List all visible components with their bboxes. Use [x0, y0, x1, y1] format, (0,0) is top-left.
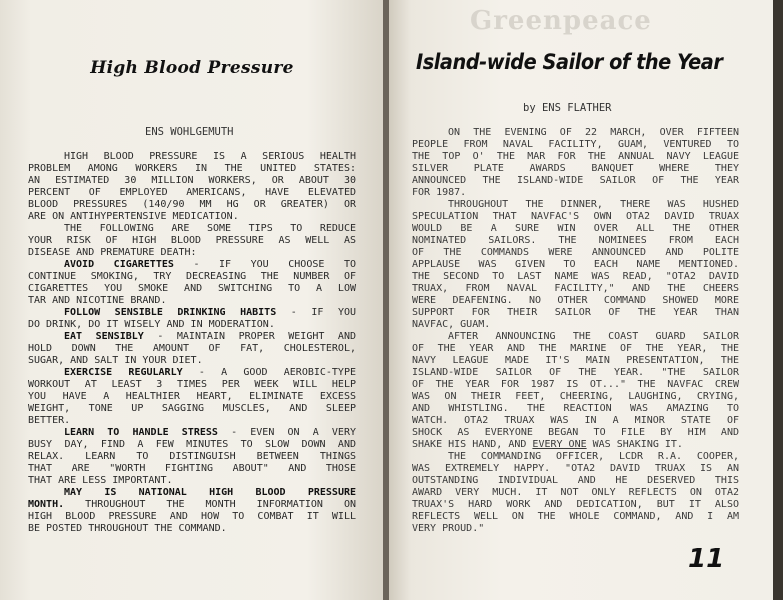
- text-line: [412, 271, 739, 283]
- text-line: [28, 427, 356, 439]
- line-text: THAT ARE "WORTH FIGHTING ABOUT" AND THOSE: [28, 463, 356, 474]
- line-text: BETTER.: [28, 415, 71, 426]
- line-text: CONTINUE SMOKING, TRY DECREASING THE NUMBER OF: [28, 271, 356, 282]
- line-text: AWARD VERY MUCH. IT NOT ONLY REFLECTS ON OTA2: [412, 487, 739, 498]
- right-article-body: [412, 127, 739, 535]
- text-line: [28, 223, 356, 235]
- text-line: [28, 283, 356, 295]
- text-line: [28, 163, 356, 175]
- line-text: APPLAUSE WAS GIVEN TO EACH NAME MENTIONED.: [412, 259, 739, 270]
- text-line: [28, 391, 356, 403]
- line-text: SILVER PLATE AWARDS BANQUET WHERE THEY: [412, 163, 739, 174]
- line-text: DO DRINK, DO IT WISELY AND IN MODERATION.: [28, 319, 275, 330]
- line-text: ISLAND-WIDE SAILOR OF THE YEAR. "THE SAILOR: [412, 367, 739, 378]
- text-line: [28, 271, 356, 283]
- line-text: THROUGHOUT THE DINNER, THERE WAS HUSHED: [448, 199, 739, 210]
- text-line: [412, 523, 739, 535]
- text-line: [412, 175, 739, 187]
- line-text: ARE ON ANTIHYPERTENSIVE MEDICATION.: [28, 211, 239, 222]
- line-text: BUSY DAY, FIND A FEW MINUTES TO SLOW DOWN AND: [28, 439, 356, 450]
- text-line: [412, 439, 739, 451]
- text-line: [412, 463, 739, 475]
- line-text: - A GOOD AEROBIC-TYPE: [182, 367, 356, 378]
- line-text: THAT ARE LESS IMPORTANT.: [28, 475, 173, 486]
- text-line: [412, 343, 739, 355]
- text-line: [28, 343, 356, 355]
- line-text: - MAINTAIN PROPER WEIGHT AND: [143, 331, 356, 342]
- line-text: ANNOUNCED THE ISLAND-WIDE SAILOR OF THE YEAR: [412, 175, 739, 186]
- line-text: SUGAR, AND SALT IN YOUR DIET.: [28, 355, 203, 366]
- text-line: [412, 283, 739, 295]
- line-text: NOMINATED SAILORS. THE NOMINEES FROM EACH: [412, 235, 739, 246]
- text-line: [412, 163, 739, 175]
- line-text: HOLD DOWN THE AMOUNT OF FAT, CHOLESTEROL,: [28, 343, 356, 354]
- line-text: THROUGHOUT THE MONTH INFORMATION ON: [64, 499, 356, 510]
- text-line: [412, 235, 739, 247]
- text-line: [412, 379, 739, 391]
- text-line: [28, 319, 356, 331]
- text-line: [28, 403, 356, 415]
- text-line: [28, 463, 356, 475]
- text-line: [28, 451, 356, 463]
- line-text: SHOCK AS EVERYONE BEGAN TO FILE BY HIM AND: [412, 427, 739, 438]
- bold-heading-text: MAY IS NATIONAL HIGH BLOOD PRESSURE: [64, 487, 356, 498]
- line-text: AND WHISTLING. THE REACTION WAS AMAZING TO: [412, 403, 739, 414]
- text-line: [28, 523, 356, 535]
- text-line: [412, 307, 739, 319]
- text-line: [28, 379, 356, 391]
- line-text: OUTSTANDING INDIVIDUAL AND HE DESERVED THIS: [412, 475, 739, 486]
- text-line: [412, 415, 739, 427]
- text-line: [28, 499, 356, 511]
- article-title-sailor-of-the-year: Island-wide Sailor of the Year: [416, 50, 723, 74]
- text-line: [28, 247, 356, 259]
- text-line: [412, 427, 739, 439]
- text-line: [412, 223, 739, 235]
- line-text: PEOPLE FROM NAVAL FACILITY, GUAM, VENTURED TO: [412, 139, 739, 150]
- bold-heading-text: EAT SENSIBLY: [64, 331, 144, 342]
- page-number: 11: [688, 544, 725, 574]
- text-line: [412, 187, 739, 199]
- line-text: TAR AND NICOTINE BRAND.: [28, 295, 167, 306]
- text-line: [412, 211, 739, 223]
- text-line: [412, 127, 739, 139]
- line-text: - EVEN ON A VERY: [217, 427, 356, 438]
- line-text: NAVFAC, GUAM.: [412, 319, 491, 330]
- bold-heading-text: AVOID CIGARETTES: [64, 259, 174, 270]
- text-line: [412, 367, 739, 379]
- text-line: [412, 331, 739, 343]
- line-text: PROBLEM AMONG WORKERS IN THE UNITED STATES:: [28, 163, 356, 174]
- text-line: [28, 199, 356, 211]
- line-text: WORKOUT AT LEAST 3 TIMES PER WEEK WILL HELP: [28, 379, 356, 390]
- line-text: RELAX. LEARN TO DISTINGUISH BETWEEN THINGS: [28, 451, 356, 462]
- line-text: REFLECTS WELL ON THE WHOLE COMMAND, AND I AM: [412, 511, 739, 522]
- text-line: [412, 319, 739, 331]
- text-line: [412, 475, 739, 487]
- text-line: [28, 175, 356, 187]
- line-text: NAVY LEAGUE MADE IT'S MAIN PRESENTATION, THE: [412, 355, 739, 366]
- line-text: FOR 1987.: [412, 187, 467, 198]
- book-gutter: [383, 0, 389, 600]
- page-edge: [773, 0, 783, 600]
- text-line: [412, 199, 739, 211]
- line-text: TRUAX, FROM NAVAL FACILITY," AND THE CHEERS: [412, 283, 739, 294]
- text-line: [28, 511, 356, 523]
- text-line: [412, 403, 739, 415]
- line-text: WAS EXTREMELY HAPPY. "OTA2 DAVID TRUAX IS AN: [412, 463, 739, 474]
- text-line: [28, 211, 356, 223]
- line-text: SUPPORT FOR THEIR SAILOR OF THE YEAR THAN: [412, 307, 739, 318]
- text-line: [412, 139, 739, 151]
- line-text: YOUR RISK OF HIGH BLOOD PRESSURE AS WELL AS: [28, 235, 356, 246]
- line-text: OF THE YEAR FOR 1987 IS OT..." THE NAVFAC CREW: [412, 379, 739, 390]
- line-text: THE COMMANDING OFFICER, LCDR R.A. COOPER,: [448, 451, 739, 462]
- article-title-high-blood-pressure: High Blood Pressure: [90, 58, 294, 78]
- line-text: VERY PROUD.": [412, 523, 485, 534]
- text-line: [28, 367, 356, 379]
- text-line: [412, 259, 739, 271]
- bold-heading-text: LEARN TO HANDLE STRESS: [64, 427, 218, 438]
- line-text: TRUAX'S HARD WORK AND DEDICATION, BUT IT ALSO: [412, 499, 739, 510]
- text-line: [412, 355, 739, 367]
- line-text: - IF YOU: [276, 307, 356, 318]
- line-text: PERCENT OF EMPLOYED AMERICANS, HAVE ELEVATED: [28, 187, 356, 198]
- line-text: THE TOP O' THE MAR FOR THE ANNUAL NAVY LEAGUE: [412, 151, 739, 162]
- text-line: [28, 295, 356, 307]
- text-line: [28, 331, 356, 343]
- line-text: THE SECOND TO LAST NAME WAS READ, "OTA2 DAVID: [412, 271, 739, 282]
- text-line: [412, 487, 739, 499]
- text-line: [28, 439, 356, 451]
- line-text: AFTER ANNOUNCING THE COAST GUARD SAILOR: [448, 331, 739, 342]
- line-text: WATCH. OTA2 TRUAX WAS IN A MINOR STATE OF: [412, 415, 739, 426]
- left-article-body: [28, 151, 356, 535]
- left-byline: ENS WOHLGEMUTH: [145, 126, 234, 138]
- text-line: [28, 475, 356, 487]
- text-line: [412, 511, 739, 523]
- text-line: [28, 415, 356, 427]
- line-text: THE FOLLOWING ARE SOME TIPS TO REDUCE: [64, 223, 356, 234]
- line-text: WOULD BE A SURE WIN OVER ALL THE OTHER: [412, 223, 739, 234]
- line-text: BLOOD PRESSURES (140/90 MM HG OR GREATER) OR: [28, 199, 356, 210]
- text-line: [412, 151, 739, 163]
- text-line: [412, 247, 739, 259]
- line-text: AN ESTIMATED 30 MILLION WORKERS, OR ABOUT 30: [28, 175, 356, 186]
- text-line: [28, 151, 356, 163]
- line-text: SHAKE HIS HAND, AND: [412, 439, 533, 450]
- line-text: OF THE YEAR AND THE MARINE OF THE YEAR, THE: [412, 343, 739, 354]
- line-text: WERE DEAFENING. NO OTHER COMMAND SHOWED MORE: [412, 295, 739, 306]
- line-text: WEIGHT, TONE UP SAGGING MUSCLES, AND SLEEP: [28, 403, 356, 414]
- line-text: CIGARETTES YOU SMOKE AND SWITCHING TO A LOW: [28, 283, 356, 294]
- line-text: DISEASE AND PREMATURE DEATH:: [28, 247, 197, 258]
- bold-heading-text: MONTH.: [28, 499, 65, 510]
- line-text: HIGH BLOOD PRESSURE AND HOW TO COMBAT IT WILL: [28, 511, 356, 522]
- bold-heading-text: FOLLOW SENSIBLE DRINKING HABITS: [64, 307, 277, 318]
- text-line: [412, 451, 739, 463]
- text-line: [28, 259, 356, 271]
- text-line: [28, 487, 356, 499]
- text-line: [412, 295, 739, 307]
- line-text: HIGH BLOOD PRESSURE IS A SERIOUS HEALTH: [64, 151, 356, 162]
- underlined-text: EVERY ONE: [532, 439, 587, 450]
- line-text: BE POSTED THROUGHOUT THE COMMAND.: [28, 523, 227, 534]
- line-text: WAS SHAKING IT.: [586, 439, 683, 450]
- bold-heading-text: EXERCISE REGULARLY: [64, 367, 183, 378]
- text-line: [412, 391, 739, 403]
- right-byline: by ENS FLATHER: [523, 102, 612, 114]
- line-text: WAS ON THEIR FEET, CHEERING, LAUGHING, CRYING,: [412, 391, 739, 402]
- line-text: SPECULATION THAT NAVFAC'S OWN OTA2 DAVID TRUAX: [412, 211, 739, 222]
- line-text: YOU HAVE A HEALTHIER HEART, ELIMINATE EXCESS: [28, 391, 356, 402]
- text-line: [28, 187, 356, 199]
- text-line: [412, 499, 739, 511]
- line-text: OF THE COMMANDS WERE ANNOUNCED AND POLITE: [412, 247, 739, 258]
- line-text: - IF YOU CHOOSE TO: [173, 259, 356, 270]
- text-line: [28, 307, 356, 319]
- text-line: [28, 235, 356, 247]
- line-text: ON THE EVENING OF 22 MARCH, OVER FIFTEEN: [448, 127, 739, 138]
- text-line: [28, 355, 356, 367]
- bleed-through-text: Greenpeace: [470, 6, 652, 36]
